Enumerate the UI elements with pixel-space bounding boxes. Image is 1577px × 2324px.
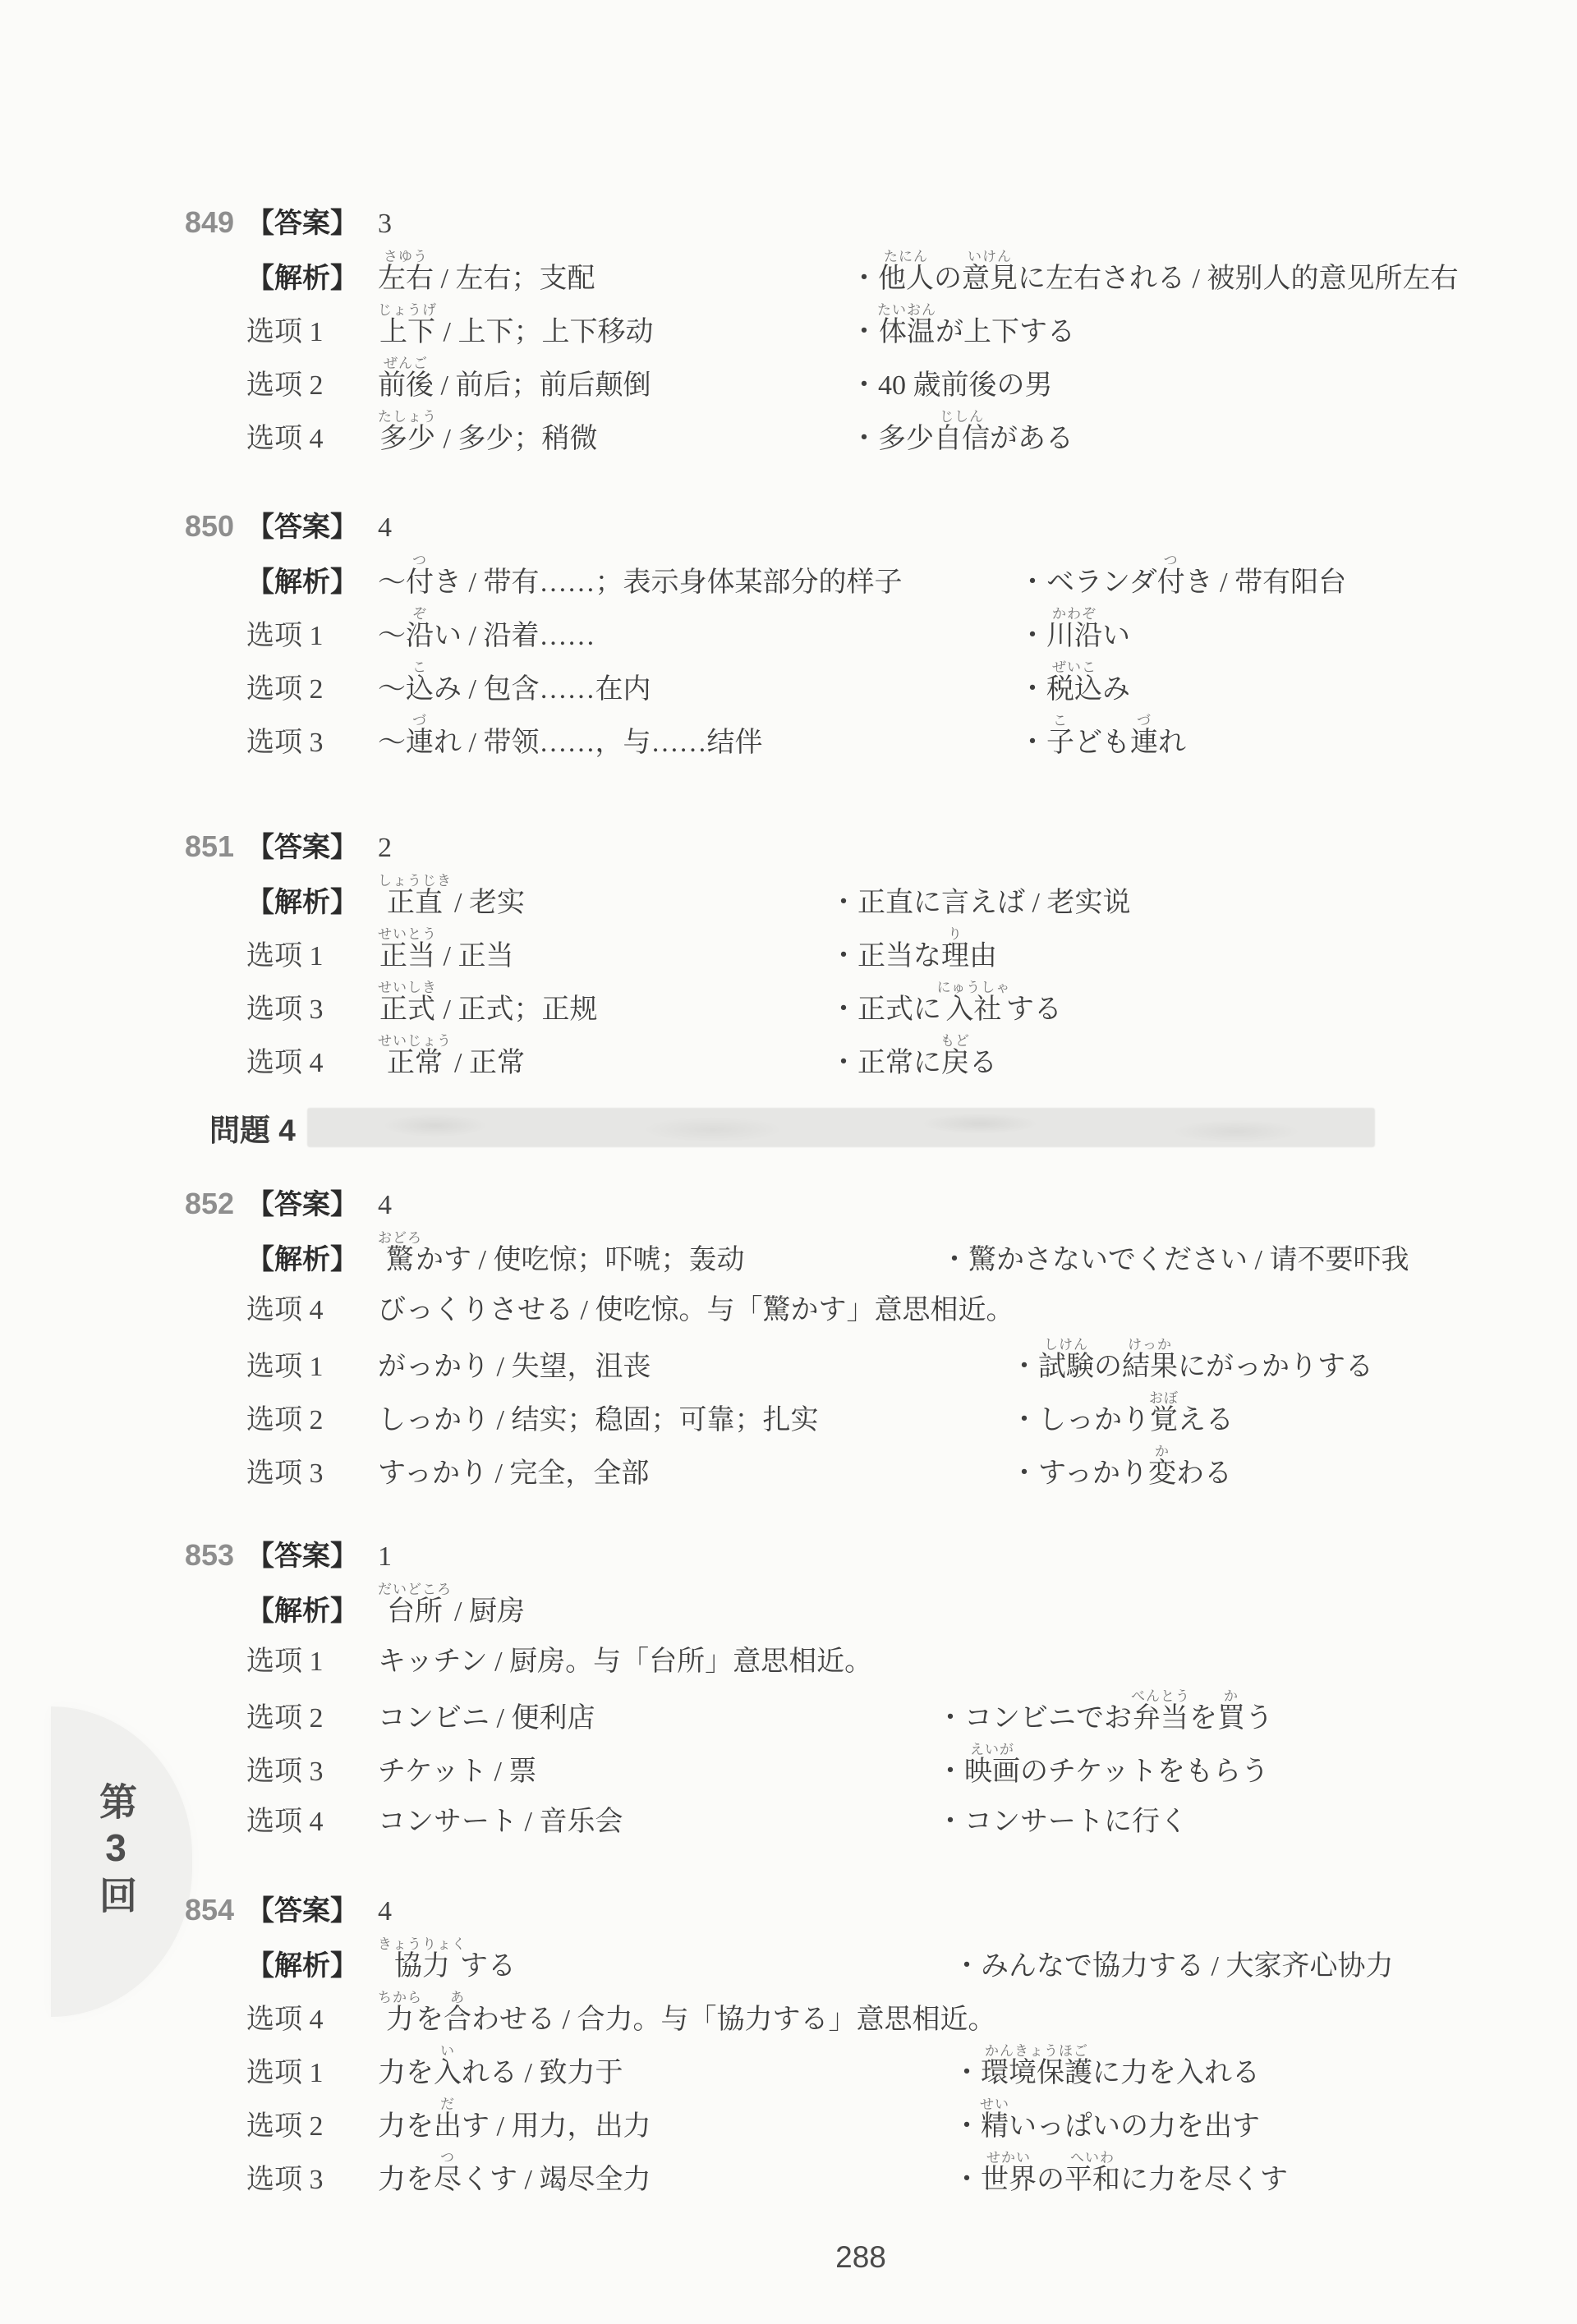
ruby-annotated-text: 覚おぼ xyxy=(1149,1390,1179,1435)
ruby-annotated-text: 映画えいが xyxy=(964,1742,1020,1787)
definition-text: 協力きょうりょくする xyxy=(378,1936,516,1982)
furigana: せいしき xyxy=(378,980,437,995)
ruby-annotated-text: 環境保護かんきょうほご xyxy=(981,2043,1092,2088)
definition-text: 力を尽つくす / 竭尽全力 xyxy=(378,2150,651,2195)
ruby-annotated-text: 多少たしょう xyxy=(378,409,437,454)
row-analysis xyxy=(0,1582,1577,1635)
furigana: じしん xyxy=(934,409,990,425)
furigana: せいとう xyxy=(378,926,437,942)
furigana: づ xyxy=(1130,713,1158,728)
furigana: もど xyxy=(940,1033,970,1049)
furigana: つ xyxy=(434,2150,462,2166)
row-analysis xyxy=(0,1936,1577,1990)
furigana: だいどころ xyxy=(378,1582,452,1597)
definition-text: びっくりさせる / 使吃惊。与「驚かす」意思相近。 xyxy=(378,1295,1014,1325)
ruby-annotated-text: 正当せいとう xyxy=(378,926,437,971)
ruby-annotated-text: 込こ xyxy=(406,659,434,705)
row-label: 选项 4 xyxy=(246,424,324,454)
ruby-annotated-text: 精せい xyxy=(980,2097,1009,2142)
furigana: しけん xyxy=(1038,1337,1094,1353)
ruby-annotated-text: 台所だいどころ xyxy=(378,1582,452,1627)
furigana: にゅうしゃ xyxy=(936,980,1011,995)
ruby-annotated-text: 力ちから xyxy=(378,1990,422,2035)
page-number-value: 288 xyxy=(835,2240,886,2274)
answer-label: 【答案】 xyxy=(246,1190,358,1220)
example-text: ・ベランダ付つき / 带有阳台 xyxy=(1018,553,1347,598)
row-label: 选项 2 xyxy=(246,370,324,401)
furigana: ちから xyxy=(378,1990,422,2005)
example-text: ・正式に入社にゅうしゃする xyxy=(830,980,1062,1025)
item-number: 854 xyxy=(185,1893,235,1927)
answer-row xyxy=(0,1883,1577,1936)
furigana: ぜいこ xyxy=(1046,659,1102,675)
row-label: 选项 1 xyxy=(246,2058,324,2088)
furigana: えいが xyxy=(964,1742,1020,1757)
definition-text: 力を出だす / 用力，出力 xyxy=(378,2097,651,2142)
answer-label: 【答案】 xyxy=(246,1541,358,1572)
example-text: ・正直に言えば / 老实说 xyxy=(830,888,1131,918)
ruby-annotated-text: 出だ xyxy=(434,2097,462,2142)
row-label: 【解析】 xyxy=(246,1245,358,1275)
furigana: つ xyxy=(406,553,434,568)
ruby-annotated-text: 平和へいわ xyxy=(1064,2150,1120,2195)
section-850 xyxy=(0,499,1577,766)
row-analysis xyxy=(0,249,1577,302)
row-analysis xyxy=(0,1230,1577,1284)
row-label: 选项 2 xyxy=(246,674,324,705)
item-number: 849 xyxy=(185,205,235,239)
row-label: 【解析】 xyxy=(246,888,358,918)
furigana: い xyxy=(434,2043,462,2059)
furigana: じょうげ xyxy=(378,302,437,318)
row-option xyxy=(0,926,1577,980)
ruby-annotated-text: 試験しけん xyxy=(1038,1337,1094,1382)
row-option xyxy=(0,659,1577,713)
example-text: ・環境保護かんきょうほごに力を入れる xyxy=(953,2043,1260,2088)
answer-value: 1 xyxy=(378,1541,392,1572)
answer-row xyxy=(0,1177,1577,1230)
row-option xyxy=(0,2097,1577,2150)
ruby-annotated-text: 意見いけん xyxy=(962,249,1018,294)
ruby-annotated-text: 体温たいおん xyxy=(877,302,936,347)
example-text: ・コンサートに行く xyxy=(936,1807,1188,1837)
furigana: たにん xyxy=(878,249,934,264)
furigana: べんとう xyxy=(1131,1688,1190,1704)
furigana: きょうりょく xyxy=(378,1936,467,1952)
answer-value: 4 xyxy=(378,1190,392,1220)
definition-text: 上下じょうげ / 上下；上下移动 xyxy=(378,302,654,347)
ruby-annotated-text: 尽つ xyxy=(434,2150,462,2195)
example-text: ・正常に戻もどる xyxy=(830,1033,997,1078)
row-option xyxy=(0,1688,1577,1742)
definition-text: 正直しょうじき / 老实 xyxy=(378,873,525,918)
ruby-annotated-text: 協力きょうりょく xyxy=(378,1936,467,1982)
ruby-annotated-text: 正常せいじょう xyxy=(378,1033,452,1078)
row-option xyxy=(0,1033,1577,1086)
row-label: 选项 4 xyxy=(246,1048,324,1078)
furigana: ぞ xyxy=(406,606,434,622)
definition-text: コンビニ / 便利店 xyxy=(378,1703,595,1734)
row-label: 选项 2 xyxy=(246,1703,324,1734)
section-852 xyxy=(0,1177,1577,1497)
definition-text: 多少たしょう / 多少；稍微 xyxy=(378,409,598,454)
example-text: ・しっかり覚おぼえる xyxy=(1010,1390,1234,1435)
row-analysis xyxy=(0,873,1577,926)
furigana: ぜんご xyxy=(378,356,434,371)
example-text: ・すっかり変かわる xyxy=(1010,1444,1232,1489)
example-text: ・驚かさないでください / 请不要吓我 xyxy=(940,1245,1409,1275)
ruby-annotated-text: 正直しょうじき xyxy=(378,873,452,918)
furigana: けっか xyxy=(1122,1337,1178,1353)
definition-text: ～沿ぞい / 沿着…… xyxy=(378,606,595,651)
row-option xyxy=(0,1390,1577,1444)
answer-label: 【答案】 xyxy=(246,512,358,543)
row-label: 选项 3 xyxy=(246,1757,324,1787)
example-text: ・子こども連づれ xyxy=(1018,713,1186,758)
section-853 xyxy=(0,1528,1577,1849)
furigana: せかい xyxy=(981,2150,1037,2166)
item-number: 851 xyxy=(185,829,235,863)
row-label: 选项 1 xyxy=(246,1647,324,1677)
example-text: ・体温たいおんが上下する xyxy=(850,302,1075,347)
ruby-annotated-text: 川沿かわぞ xyxy=(1046,606,1102,651)
row-label: 选项 3 xyxy=(246,728,324,758)
item-number: 852 xyxy=(185,1187,235,1220)
row-option xyxy=(0,713,1577,766)
ruby-annotated-text: 世界せかい xyxy=(981,2150,1037,2195)
problem-header-stripe xyxy=(307,1108,1375,1147)
row-label: 【解析】 xyxy=(246,567,358,598)
row-label: 选项 1 xyxy=(246,317,324,347)
furigana: たいおん xyxy=(877,302,936,318)
ruby-annotated-text: 付つ xyxy=(1156,553,1185,598)
example-text: ・40 歳前後の男 xyxy=(850,370,1053,401)
row-option xyxy=(0,1990,1577,2043)
example-text: ・税込ぜいこみ xyxy=(1018,659,1130,705)
row-label: 选项 2 xyxy=(246,1405,324,1435)
section-849 xyxy=(0,195,1577,462)
row-option xyxy=(0,1337,1577,1390)
ruby-annotated-text: 前後ぜんご xyxy=(378,356,434,401)
ruby-annotated-text: 左右さゆう xyxy=(378,249,434,294)
furigana: か xyxy=(1147,1444,1176,1459)
example-text: ・映画えいがのチケットをもらう xyxy=(936,1742,1269,1787)
row-option xyxy=(0,1635,1577,1688)
answer-row xyxy=(0,195,1577,249)
answer-label: 【答案】 xyxy=(246,833,358,863)
definition-text: しっかり / 结实；稳固；可靠；扎实 xyxy=(378,1405,819,1435)
ruby-annotated-text: 子こ xyxy=(1046,713,1074,758)
example-text: ・川沿かわぞい xyxy=(1018,606,1130,651)
definition-text: 左右さゆう / 左右；支配 xyxy=(378,249,595,294)
ruby-annotated-text: 入社にゅうしゃ xyxy=(936,980,1011,1025)
ruby-annotated-text: 連づ xyxy=(406,713,434,758)
row-analysis xyxy=(0,553,1577,606)
definition-text: チケット / 票 xyxy=(378,1757,537,1787)
furigana: たしょう xyxy=(378,409,437,425)
problem-header xyxy=(0,1103,1577,1152)
ruby-annotated-text: 連づ xyxy=(1130,713,1158,758)
ruby-annotated-text: 沿ぞ xyxy=(406,606,434,651)
ruby-annotated-text: 戻もど xyxy=(940,1033,970,1078)
definition-text: キッチン / 厨房。与「台所」意思相近。 xyxy=(378,1647,873,1677)
furigana: せいじょう xyxy=(378,1033,452,1049)
example-text: ・正当な理り由 xyxy=(830,926,997,971)
row-label: 选项 1 xyxy=(246,941,324,971)
answer-label: 【答案】 xyxy=(246,1896,358,1927)
row-label: 选项 3 xyxy=(246,2165,324,2195)
row-label: 【解析】 xyxy=(246,1596,358,1627)
ruby-annotated-text: 変か xyxy=(1147,1444,1176,1489)
row-option xyxy=(0,1284,1577,1337)
definition-text: がっかり / 失望，沮丧 xyxy=(378,1352,651,1382)
furigana: おどろ xyxy=(378,1230,422,1246)
furigana: かんきょうほご xyxy=(981,2043,1092,2059)
ruby-annotated-text: 自信じしん xyxy=(934,409,990,454)
answer-value: 2 xyxy=(378,833,392,863)
section-854 xyxy=(0,1883,1577,2203)
section-851 xyxy=(0,820,1577,1086)
row-option xyxy=(0,606,1577,659)
definition-text: 驚おどろかす / 使吃惊；吓唬；轰动 xyxy=(378,1230,745,1275)
ruby-annotated-text: 驚おどろ xyxy=(378,1230,422,1275)
row-option xyxy=(0,409,1577,462)
row-option xyxy=(0,2043,1577,2097)
ruby-annotated-text: 税込ぜいこ xyxy=(1046,659,1102,705)
row-option xyxy=(0,1742,1577,1795)
row-label: 选项 2 xyxy=(246,2111,324,2142)
answer-value: 4 xyxy=(378,1896,392,1927)
furigana: しょうじき xyxy=(378,873,452,889)
example-text: ・試験しけんの結果けっかにがっかりする xyxy=(1010,1337,1373,1382)
definition-text: ～連づれ / 带领……，与……结伴 xyxy=(378,713,763,758)
row-option xyxy=(0,2150,1577,2203)
example-text: ・コンビニでお弁当べんとうを買かう xyxy=(936,1688,1273,1734)
furigana: だ xyxy=(434,2097,462,2112)
definition-text: ～付つき / 带有……；表示身体某部分的样子 xyxy=(378,553,903,598)
ruby-annotated-text: 理り xyxy=(941,926,969,971)
example-text: ・世界せかいの平和へいわに力を尽くす xyxy=(953,2150,1288,2195)
ruby-annotated-text: 他人たにん xyxy=(878,249,934,294)
definition-text: ～込こみ / 包含……在内 xyxy=(378,659,651,705)
row-option xyxy=(0,1444,1577,1497)
row-label: 【解析】 xyxy=(246,264,358,294)
row-label: 选项 1 xyxy=(246,1352,324,1382)
definition-text: 正式せいしき / 正式；正规 xyxy=(378,980,598,1025)
answer-value: 4 xyxy=(378,512,392,543)
row-label: 选项 4 xyxy=(246,1807,324,1837)
answers-content xyxy=(0,195,1577,2203)
definition-text: 台所だいどころ / 厨房 xyxy=(378,1582,525,1627)
definition-text: すっかり / 完全，全部 xyxy=(378,1458,650,1489)
row-option xyxy=(0,980,1577,1033)
ruby-annotated-text: 正式せいしき xyxy=(378,980,437,1025)
furigana: こ xyxy=(1046,713,1074,728)
definition-text: 力ちからを合あわせる / 合力。与「協力する」意思相近。 xyxy=(378,1990,996,2035)
example-text: ・精せいいっぱいの力を出す xyxy=(953,2097,1260,2142)
row-label: 【解析】 xyxy=(246,1951,358,1982)
row-label: 选项 1 xyxy=(246,621,324,651)
definition-text: 力を入いれる / 致力于 xyxy=(378,2043,623,2088)
furigana: かわぞ xyxy=(1046,606,1102,622)
example-text: ・他人たにんの意見いけんに左右される / 被别人的意见所左右 xyxy=(850,249,1459,294)
furigana: こ xyxy=(406,659,434,675)
answer-row xyxy=(0,1528,1577,1582)
ruby-annotated-text: 上下じょうげ xyxy=(378,302,437,347)
definition-text: コンサート / 音乐会 xyxy=(378,1807,623,1837)
answer-label: 【答案】 xyxy=(246,209,358,239)
item-number: 853 xyxy=(185,1538,235,1572)
furigana: いけん xyxy=(962,249,1018,264)
item-number: 850 xyxy=(185,509,235,543)
ruby-annotated-text: 弁当べんとう xyxy=(1131,1688,1190,1734)
ruby-annotated-text: 付つ xyxy=(406,553,434,598)
answer-row xyxy=(0,499,1577,553)
row-option xyxy=(0,1795,1577,1849)
furigana: おぼ xyxy=(1149,1390,1179,1406)
furigana: せい xyxy=(980,2097,1009,2112)
row-label: 选项 4 xyxy=(246,2005,324,2035)
furigana: り xyxy=(941,926,969,942)
row-option xyxy=(0,302,1577,356)
definition-text: 前後ぜんご / 前后；前后颠倒 xyxy=(378,356,651,401)
side-tab-label: 第3回 xyxy=(94,1782,137,1920)
ruby-annotated-text: 買か xyxy=(1217,1688,1245,1734)
definition-text: 正常せいじょう / 正常 xyxy=(378,1033,525,1078)
row-option xyxy=(0,356,1577,409)
answer-row xyxy=(0,820,1577,873)
row-label: 选项 4 xyxy=(246,1295,324,1325)
ruby-annotated-text: 結果けっか xyxy=(1122,1337,1178,1382)
problem-header-label: 問題 4 xyxy=(209,1114,296,1147)
answer-value: 3 xyxy=(378,209,392,239)
row-label: 选项 3 xyxy=(246,994,324,1025)
furigana: へいわ xyxy=(1064,2150,1120,2166)
example-text: ・みんなで協力する / 大家齐心协力 xyxy=(953,1951,1394,1982)
definition-text: 正当せいとう / 正当 xyxy=(378,926,514,971)
furigana: つ xyxy=(1156,553,1185,568)
furigana: づ xyxy=(406,713,434,728)
page-number xyxy=(72,2240,1577,2275)
example-text: ・多少自信じしんがある xyxy=(850,409,1074,454)
ruby-annotated-text: 合あ xyxy=(444,1990,471,2035)
ruby-annotated-text: 入い xyxy=(434,2043,462,2088)
row-label: 选项 3 xyxy=(246,1458,324,1489)
furigana: か xyxy=(1217,1688,1245,1704)
furigana: さゆう xyxy=(378,249,434,264)
furigana: あ xyxy=(444,1990,471,2005)
